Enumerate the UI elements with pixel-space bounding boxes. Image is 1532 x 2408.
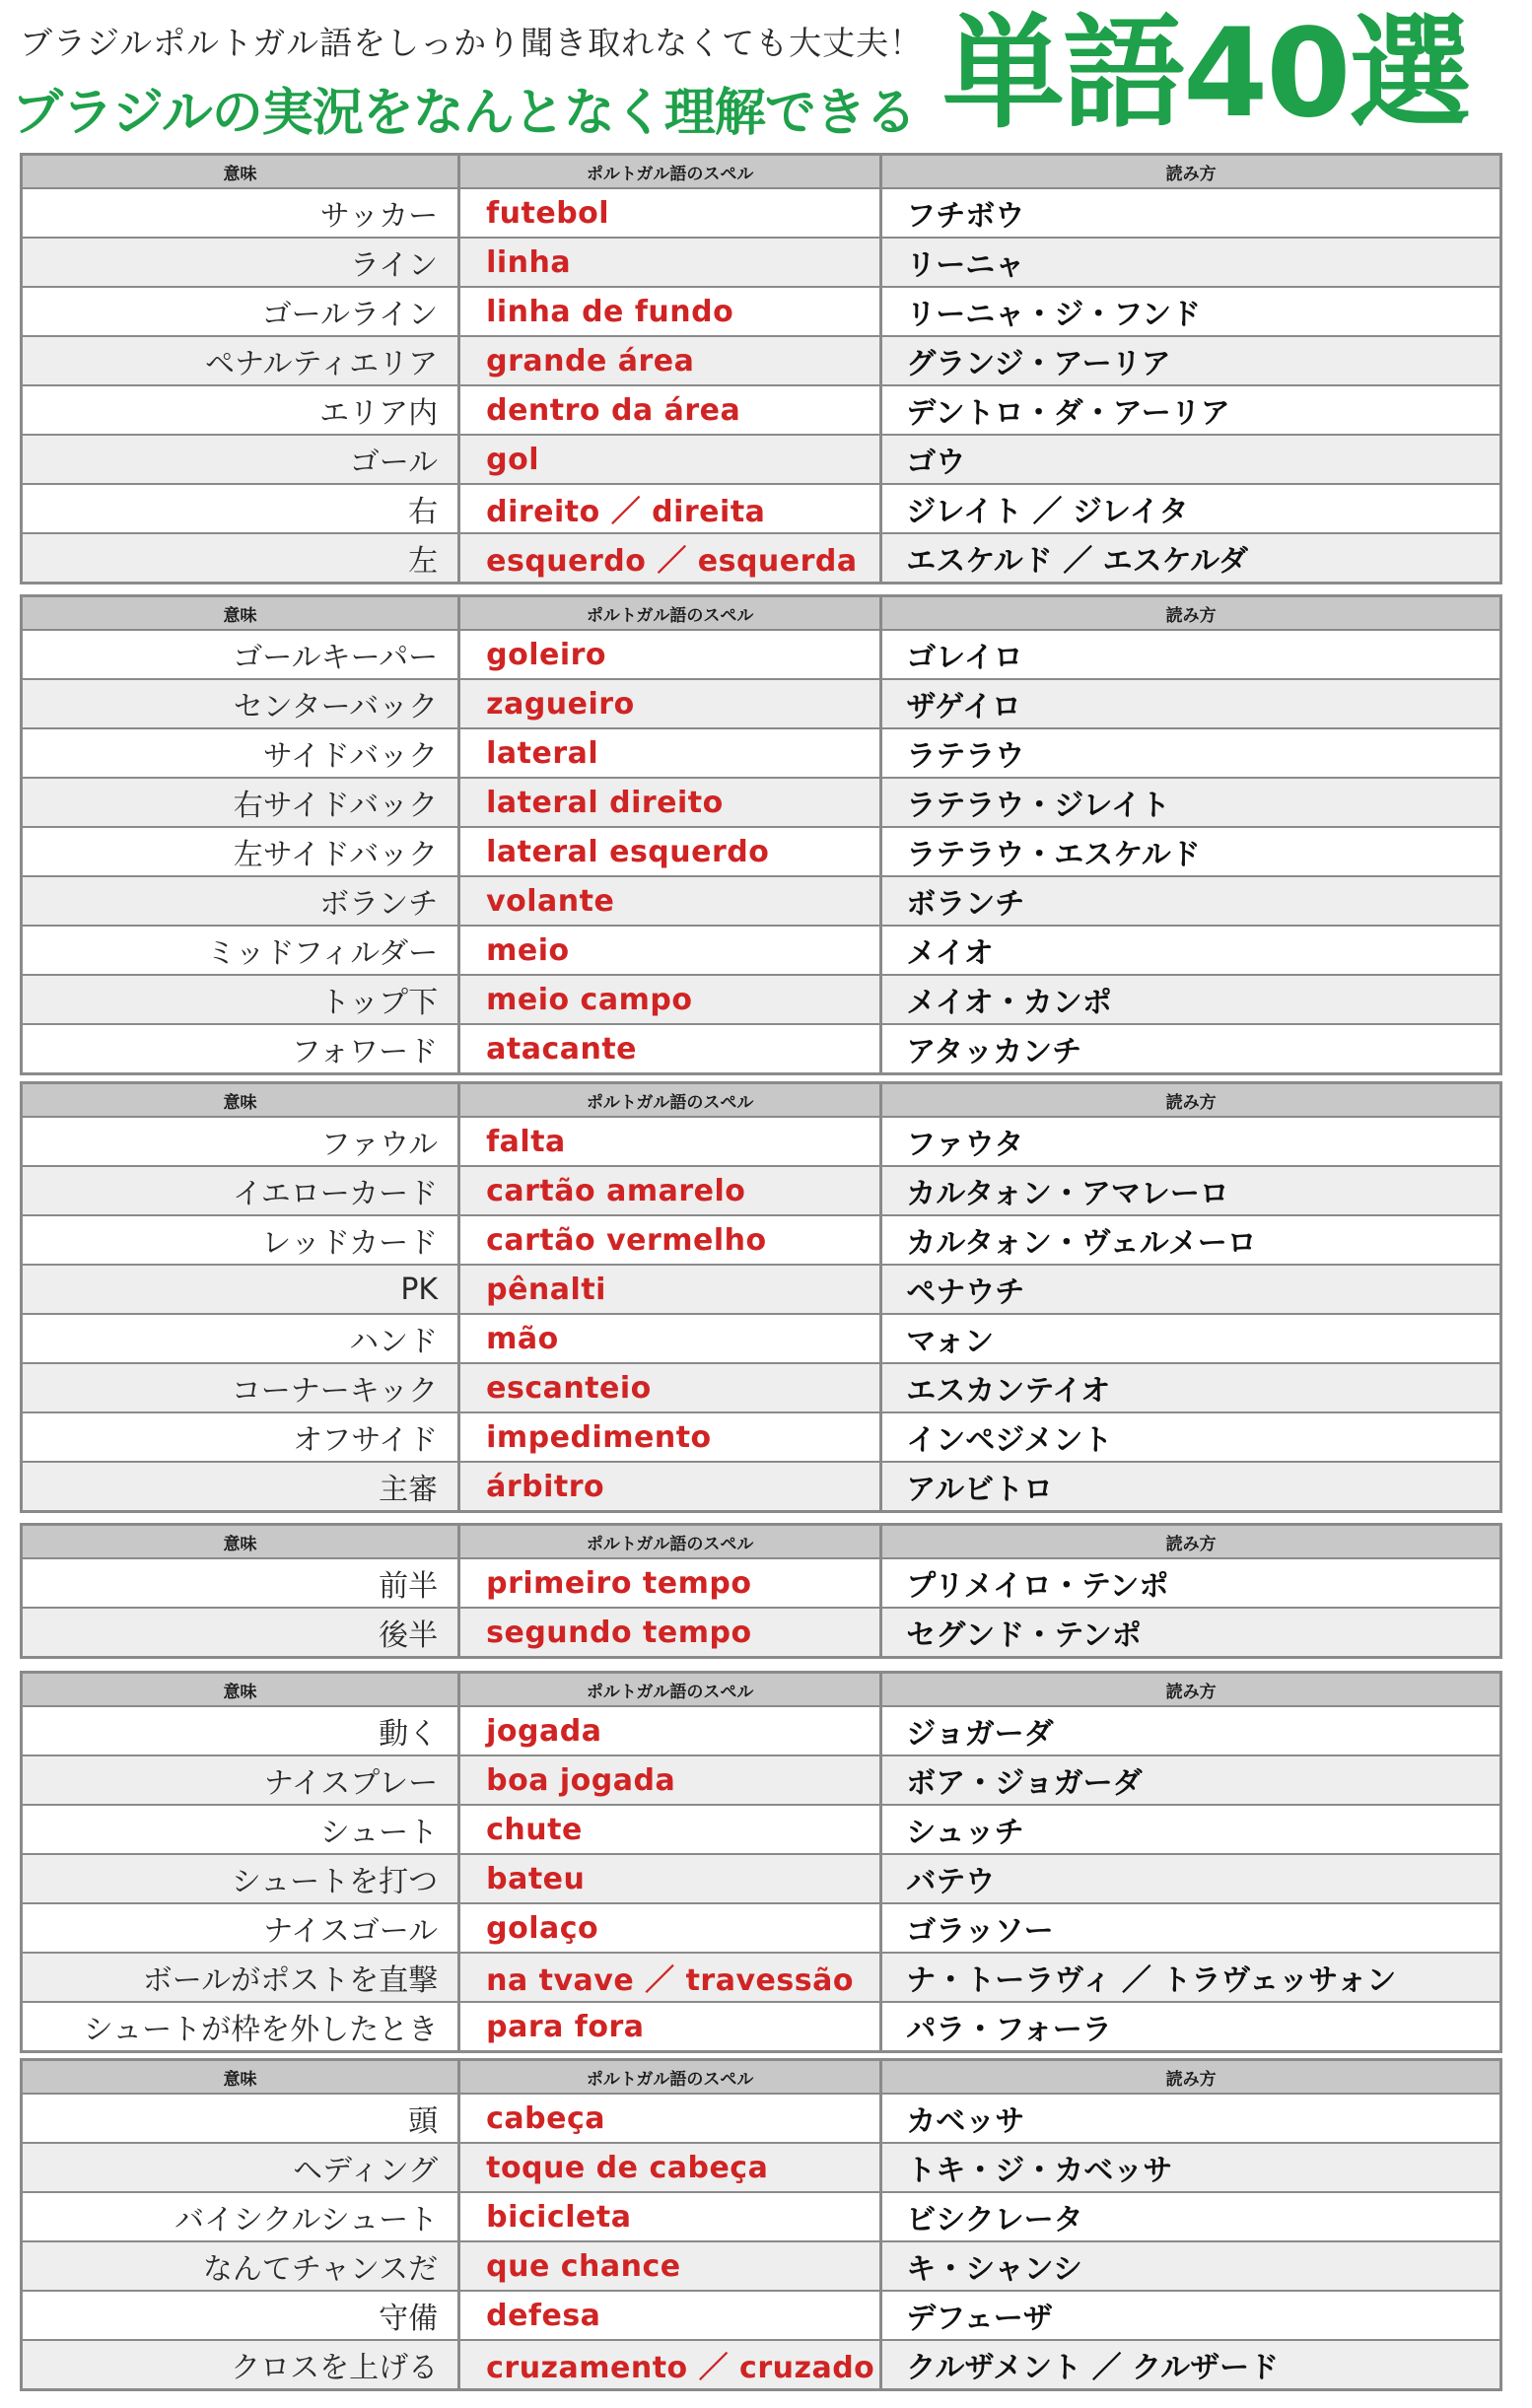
meaning-cell: ナイスプレー [23,1756,457,1804]
table-row [23,779,1499,826]
spelling-cell: defesa [460,2292,879,2339]
meaning-cell: シュート [23,1806,457,1853]
meaning-cell: センターバック [23,680,457,727]
header-reading: 読み方 [882,597,1499,629]
meaning-cell: なんてチャンスだ [23,2242,457,2290]
spelling-cell: meio [460,927,879,974]
spelling-cell: mão [460,1315,879,1362]
spelling-cell: grande área [460,337,879,384]
table-row [23,534,1499,582]
table-row [23,2193,1499,2240]
meaning-cell: ペナルティエリア [23,337,457,384]
meaning-cell: 守備 [23,2292,457,2339]
meaning-cell: ボールがポストを直撃 [23,1954,457,2001]
reading-cell: ラテラウ [882,729,1499,777]
header-spelling: ポルトガル語のスペル [460,2061,879,2093]
spelling-cell: segundo tempo [460,1609,879,1656]
table-row [23,2292,1499,2339]
meaning-cell: ミッドフィルダー [23,927,457,974]
page-header [0,0,1532,148]
reading-cell: ボランチ [882,877,1499,925]
meaning-cell: 右 [23,485,457,532]
header-meaning: 意味 [23,597,457,629]
vocab-table-1 [20,153,1502,585]
header-meaning: 意味 [23,156,457,187]
meaning-cell: バイシクルシュート [23,2193,457,2240]
meaning-cell: ナイスゴール [23,1904,457,1952]
spelling-cell: na tvave ／ travessão [460,1954,879,2001]
spelling-cell: lateral [460,729,879,777]
reading-cell: ラテラウ・エスケルド [882,828,1499,875]
table-row [23,1559,1499,1607]
reading-cell: セグンド・テンポ [882,1609,1499,1656]
reading-cell: アタッカンチ [882,1025,1499,1072]
meaning-cell: コーナーキック [23,1364,457,1411]
reading-cell: ペナウチ [882,1266,1499,1313]
reading-cell: ジョガーダ [882,1707,1499,1754]
spelling-cell: bateu [460,1855,879,1902]
reading-cell: カルタォン・ヴェルメーロ [882,1216,1499,1264]
reading-cell: リーニャ・ジ・フンド [882,288,1499,335]
table-row [23,2003,1499,2050]
table-row [23,1855,1499,1902]
reading-cell: カベッサ [882,2095,1499,2142]
table-row [23,1806,1499,1853]
reading-cell: デフェーザ [882,2292,1499,2339]
reading-cell: ビシクレータ [882,2193,1499,2240]
reading-cell: バテウ [882,1855,1499,1902]
reading-cell: クルザメント ／ クルザード [882,2341,1499,2388]
reading-cell: パラ・フォーラ [882,2003,1499,2050]
table-row [23,680,1499,727]
meaning-cell: ゴール [23,436,457,483]
meaning-cell: ファウル [23,1118,457,1165]
table-row [23,631,1499,678]
header-spelling: ポルトガル語のスペル [460,1084,879,1116]
spelling-cell: direito ／ direita [460,485,879,532]
table-row [23,239,1499,286]
page-title: ブラジルの実況をなんとなく理解できる [12,84,916,143]
table-row [23,436,1499,483]
meaning-cell: フォワード [23,1025,457,1072]
table-header-row [23,1674,1499,1705]
spelling-cell: linha [460,239,879,286]
spelling-cell: que chance [460,2242,879,2290]
vocab-table-4 [20,1523,1502,1659]
header-reading: 読み方 [882,2061,1499,2093]
spelling-cell: impedimento [460,1413,879,1461]
table-row [23,1756,1499,1804]
table-row [23,1118,1499,1165]
header-spelling: ポルトガル語のスペル [460,597,879,629]
table-header-row [23,1526,1499,1557]
reading-cell: フチボウ [882,189,1499,237]
reading-cell: インペジメント [882,1413,1499,1461]
table-row [23,1413,1499,1461]
table-row [23,288,1499,335]
meaning-cell: 動く [23,1707,457,1754]
table-row [23,2341,1499,2388]
meaning-cell: サイドバック [23,729,457,777]
reading-cell: ゴラッソー [882,1904,1499,1952]
spelling-cell: zagueiro [460,680,879,727]
spelling-cell: chute [460,1806,879,1853]
vocab-table-6 [20,2058,1502,2391]
table-row [23,1609,1499,1656]
spelling-cell: lateral direito [460,779,879,826]
reading-cell: ザゲイロ [882,680,1499,727]
reading-cell: ラテラウ・ジレイト [882,779,1499,826]
meaning-cell: 主審 [23,1463,457,1510]
meaning-cell: 左 [23,534,457,582]
table-row [23,189,1499,237]
table-row [23,485,1499,532]
meaning-cell: 右サイドバック [23,779,457,826]
table-header-row [23,597,1499,629]
spelling-cell: atacante [460,1025,879,1072]
spelling-cell: cruzamento ／ cruzado [460,2341,879,2388]
reading-cell: ゴウ [882,436,1499,483]
table-row [23,1954,1499,2001]
reading-cell: ボア・ジョガーダ [882,1756,1499,1804]
meaning-cell: PK [23,1266,457,1313]
table-row [23,1216,1499,1264]
reading-cell: ファウタ [882,1118,1499,1165]
meaning-cell: レッドカード [23,1216,457,1264]
spelling-cell: primeiro tempo [460,1559,879,1607]
spelling-cell: dentro da área [460,386,879,434]
reading-cell: デントロ・ダ・アーリア [882,386,1499,434]
spelling-cell: linha de fundo [460,288,879,335]
meaning-cell: シュートを打つ [23,1855,457,1902]
page-subtitle: ブラジルポルトガル語をしっかり聞き取れなくても大丈夫！ [20,24,924,62]
reading-cell: メイオ・カンポ [882,976,1499,1023]
table-row [23,1025,1499,1072]
table-row [23,729,1499,777]
spelling-cell: bicicleta [460,2193,879,2240]
reading-cell: トキ・ジ・カベッサ [882,2144,1499,2191]
meaning-cell: ライン [23,239,457,286]
header-spelling: ポルトガル語のスペル [460,156,879,187]
spelling-cell: esquerdo ／ esquerda [460,534,879,582]
table-row [23,828,1499,875]
table-row [23,976,1499,1023]
spelling-cell: jogada [460,1707,879,1754]
meaning-cell: サッカー [23,189,457,237]
spelling-cell: goleiro [460,631,879,678]
table-header-row [23,2061,1499,2093]
table-row [23,2144,1499,2191]
table-row [23,877,1499,925]
page-big-title: 単語40選 [942,3,1470,145]
meaning-cell: ヘディング [23,2144,457,2191]
header-meaning: 意味 [23,1674,457,1705]
spelling-cell: cartão vermelho [460,1216,879,1264]
spelling-cell: para fora [460,2003,879,2050]
reading-cell: ゴレイロ [882,631,1499,678]
header-meaning: 意味 [23,1526,457,1557]
vocab-table-2 [20,594,1502,1075]
header-meaning: 意味 [23,1084,457,1116]
header-reading: 読み方 [882,1526,1499,1557]
table-row [23,2242,1499,2290]
meaning-cell: クロスを上げる [23,2341,457,2388]
reading-cell: グランジ・アーリア [882,337,1499,384]
spelling-cell: golaço [460,1904,879,1952]
reading-cell: ジレイト ／ ジレイタ [882,485,1499,532]
header-spelling: ポルトガル語のスペル [460,1674,879,1705]
vocab-table-3 [20,1081,1502,1513]
meaning-cell: オフサイド [23,1413,457,1461]
table-row [23,2095,1499,2142]
spelling-cell: pênalti [460,1266,879,1313]
reading-cell: メイオ [882,927,1499,974]
spelling-cell: gol [460,436,879,483]
vocab-table-5 [20,1671,1502,2053]
spelling-cell: futebol [460,189,879,237]
reading-cell: カルタォン・アマレーロ [882,1167,1499,1214]
table-row [23,1904,1499,1952]
spelling-cell: volante [460,877,879,925]
spelling-cell: árbitro [460,1463,879,1510]
meaning-cell: ゴールキーパー [23,631,457,678]
table-header-row [23,1084,1499,1116]
spelling-cell: toque de cabeça [460,2144,879,2191]
spelling-cell: meio campo [460,976,879,1023]
header-meaning: 意味 [23,2061,457,2093]
reading-cell: ナ・トーラヴィ ／ トラヴェッサォン [882,1954,1499,2001]
reading-cell: リーニャ [882,239,1499,286]
meaning-cell: 後半 [23,1609,457,1656]
meaning-cell: ハンド [23,1315,457,1362]
meaning-cell: 左サイドバック [23,828,457,875]
table-row [23,1707,1499,1754]
table-row [23,337,1499,384]
reading-cell: エスケルド ／ エスケルダ [882,534,1499,582]
spelling-cell: lateral esquerdo [460,828,879,875]
spelling-cell: boa jogada [460,1756,879,1804]
meaning-cell: 頭 [23,2095,457,2142]
table-row [23,1463,1499,1510]
meaning-cell: イエローカード [23,1167,457,1214]
meaning-cell: ボランチ [23,877,457,925]
meaning-cell: 前半 [23,1559,457,1607]
table-row [23,927,1499,974]
spelling-cell: cabeça [460,2095,879,2142]
meaning-cell: ゴールライン [23,288,457,335]
reading-cell: シュッチ [882,1806,1499,1853]
meaning-cell: エリア内 [23,386,457,434]
spelling-cell: escanteio [460,1364,879,1411]
header-reading: 読み方 [882,1084,1499,1116]
reading-cell: プリメイロ・テンポ [882,1559,1499,1607]
table-header-row [23,156,1499,187]
table-row [23,1315,1499,1362]
spelling-cell: falta [460,1118,879,1165]
table-row [23,386,1499,434]
table-row [23,1167,1499,1214]
header-reading: 読み方 [882,156,1499,187]
meaning-cell: シュートが枠を外したとき [23,2003,457,2050]
table-row [23,1266,1499,1313]
table-row [23,1364,1499,1411]
header-spelling: ポルトガル語のスペル [460,1526,879,1557]
meaning-cell: トップ下 [23,976,457,1023]
reading-cell: キ・シャンシ [882,2242,1499,2290]
spelling-cell: cartão amarelo [460,1167,879,1214]
reading-cell: マォン [882,1315,1499,1362]
reading-cell: エスカンテイオ [882,1364,1499,1411]
header-reading: 読み方 [882,1674,1499,1705]
reading-cell: アルビトロ [882,1463,1499,1510]
